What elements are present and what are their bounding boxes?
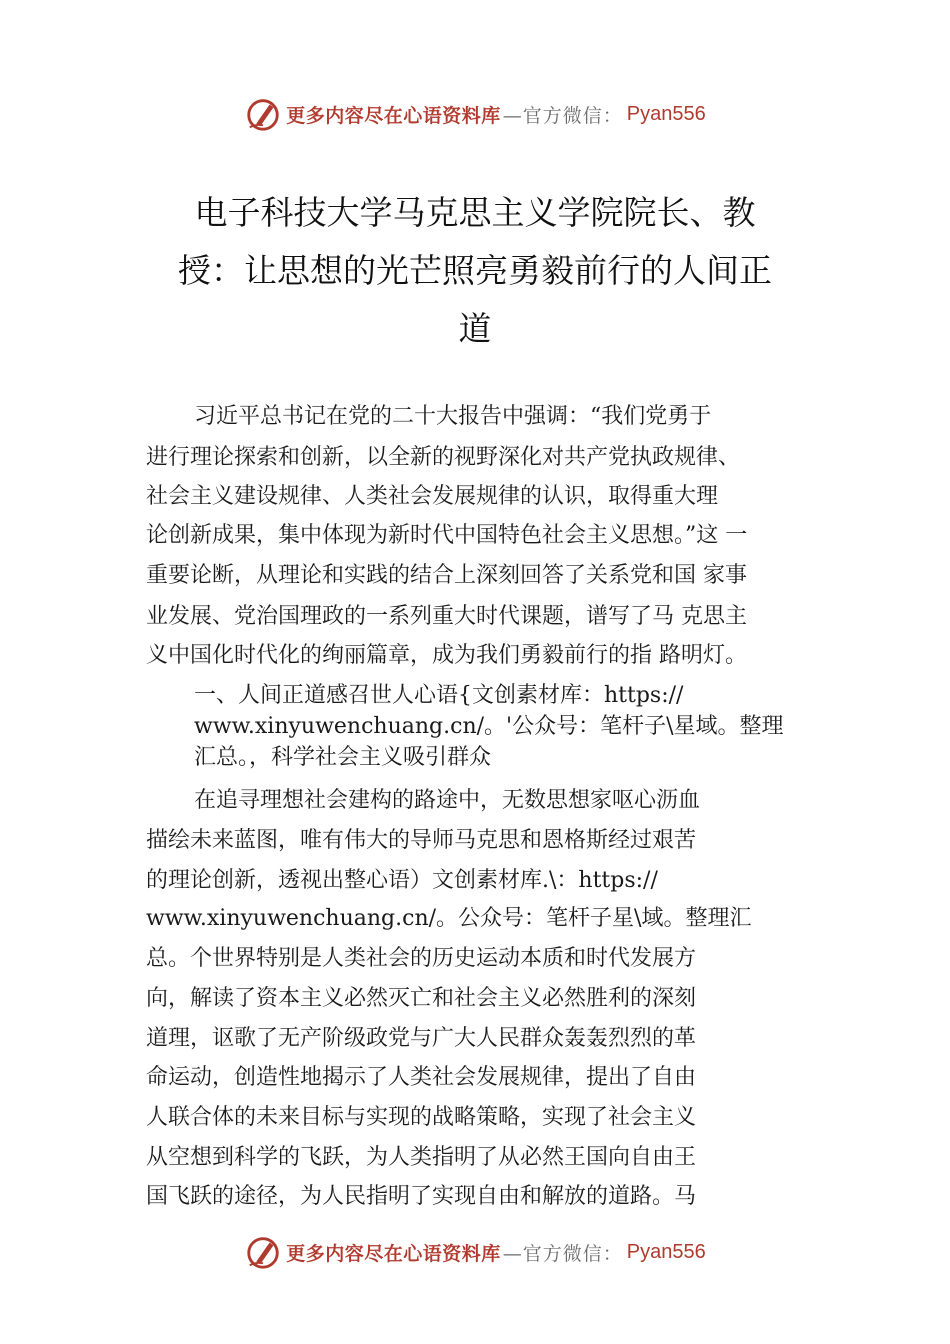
banner-dash-text: —官方微信： — [502, 104, 623, 127]
banner-main-text: 更多内容尽在心语资料库 — [286, 1242, 501, 1265]
title-line-2: 授：让思想的光芒照亮勇毅前行的人间正 — [178, 251, 772, 290]
banner-wechat-id: Pyan556 — [626, 102, 706, 125]
banner-main-text: 更多内容尽在心语资料库 — [286, 104, 501, 127]
title-line-1: 电子科技大学马克思主义学院院长、教 — [194, 193, 756, 232]
text-line: 道理，讴歌了无产阶级政党与广大人民群众轰轰烈烈的革 — [146, 1026, 697, 1051]
text-line: 习近平总书记在党的二十大报告中强调：“我们党勇于 — [194, 404, 712, 429]
text-line: 重要论断，从理论和实践的结合上深刻回答了关系党和国 家事 — [146, 563, 747, 588]
brand-logo-icon — [244, 95, 282, 133]
text-line: 的理论创新，透视出整心语）文创素材库.\：https:// — [146, 868, 658, 893]
text-line: 总。个世界特别是人类社会的历史运动本质和时代发展方 — [146, 946, 697, 971]
text-line: 业发展、党治国理政的一系列重大时代课题，谱写了马 克思主 — [146, 604, 747, 629]
footer-banner — [0, 1232, 950, 1272]
text-line: 人联合体的未来目标与实现的战略策略，实现了社会主义 — [146, 1105, 697, 1130]
text-line: 社会主义建设规律、人类社会发展规律的认识，取得重大理 — [146, 484, 719, 509]
text-line: 国飞跃的途径，为人民指明了实现自由和解放的道路。马 — [146, 1184, 697, 1209]
text-line: 进行理论探索和创新，以全新的视野深化对共产党执政规律、 — [146, 445, 741, 470]
heading-line: www.xinyuwenchuang.cn/。'公众号：笔杆子\星域。整理 — [194, 714, 784, 739]
text-line: 在追寻理想社会建构的路途中，无数思想家呕心沥血 — [194, 788, 701, 813]
text-line: 命运动，创造性地揭示了人类社会发展规律，提出了自由 — [146, 1065, 697, 1090]
heading-line: 汇总。，科学社会主义吸引群众 — [194, 745, 492, 770]
text-line: www.xinyuwenchuang.cn/。公众号：笔杆子星\域。整理汇 — [146, 906, 752, 931]
text-line: 从空想到科学的飞跃，为人类指明了从必然王国向自由王 — [146, 1145, 697, 1170]
brand-logo-icon — [244, 1233, 282, 1271]
heading-line: 一、人间正道感召世人心语{文创素材库：https:// — [194, 683, 684, 708]
text-line: 描绘未来蓝图，唯有伟大的导师马克思和恩格斯经过艰苦 — [146, 828, 697, 853]
text-line: 义中国化时代化的绚丽篇章，成为我们勇毅前行的指 路明灯。 — [146, 643, 747, 668]
banner-wechat-id: Pyan556 — [626, 1240, 706, 1263]
text-line: 论创新成果，集中体现为新时代中国特色社会主义思想。”这 一 — [146, 523, 748, 548]
page-title — [150, 184, 800, 358]
banner-dash-text: —官方微信： — [502, 1242, 623, 1265]
header-banner — [0, 94, 950, 134]
text-line: 向，解读了资本主义必然灭亡和社会主义必然胜利的深刻 — [146, 986, 697, 1011]
title-line-3: 道 — [458, 309, 492, 348]
